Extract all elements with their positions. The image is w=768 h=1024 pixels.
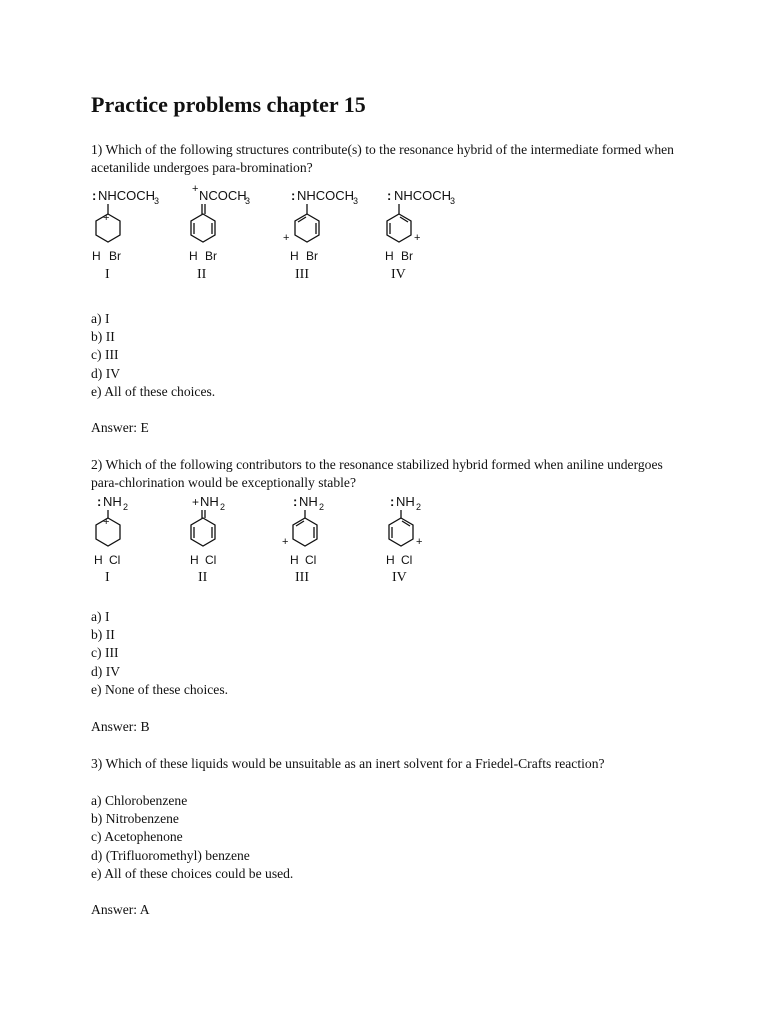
subscript: 2 <box>319 502 325 512</box>
choice-d: d) IV <box>91 663 121 679</box>
plus-charge: + <box>103 516 110 528</box>
q2-structure-iv <box>386 494 422 585</box>
lone-pair-symbol: : <box>92 188 97 203</box>
h-label: H <box>94 553 103 567</box>
question-2-answer: Answer: B <box>91 719 150 734</box>
h-label: H <box>385 249 394 263</box>
chlorine-label: Cl <box>205 553 217 567</box>
q2-structure-i <box>94 494 128 585</box>
h-label: H <box>290 553 299 567</box>
plus-charge: + <box>192 495 200 509</box>
h-label: H <box>189 249 198 263</box>
structure-label: I <box>105 267 110 282</box>
bromine-label: Br <box>109 249 121 263</box>
substituent-label: NHCOCH <box>394 188 452 203</box>
choice-d: d) (Trifluoromethyl) benzene <box>91 847 250 863</box>
question-3-text: 3) Which of these liquids would be unsuitable as an inert solvent for a Friedel-Crafts reaction? <box>91 756 605 771</box>
bromine-label: Br <box>205 249 217 263</box>
subscript: 3 <box>450 196 456 206</box>
subscript: 2 <box>220 502 226 512</box>
page-title: Practice problems chapter 15 <box>91 92 366 117</box>
plus-charge: + <box>192 183 199 195</box>
question-1-structures <box>85 180 485 290</box>
plus-charge: + <box>282 536 289 548</box>
chlorine-label: Cl <box>109 553 121 567</box>
subscript: 2 <box>416 502 422 512</box>
question-2-structures <box>85 490 485 590</box>
chlorine-label: Cl <box>305 553 317 567</box>
lone-pair-symbol: : <box>390 494 395 509</box>
substituent-label: NH <box>103 494 122 509</box>
structure-label: IV <box>391 267 406 282</box>
bromine-label: Br <box>401 249 413 263</box>
lone-pair-symbol: : <box>291 188 296 203</box>
substituent-label: NH <box>396 494 415 509</box>
question-1-choices <box>91 310 215 401</box>
structure-label: IV <box>392 570 407 585</box>
question-2-choices <box>91 608 228 699</box>
choice-b: b) Nitrobenzene <box>91 811 179 827</box>
chlorine-label: Cl <box>401 553 413 567</box>
structure-label: III <box>295 570 309 585</box>
q1-structure-iv <box>385 188 455 282</box>
substituent-label: NH <box>200 494 219 509</box>
q2-structure-iii <box>282 494 324 585</box>
substituent-label: NCOCH <box>199 188 247 203</box>
q1-structure-ii <box>189 183 250 282</box>
structure-label: III <box>295 267 309 282</box>
bromine-label: Br <box>306 249 318 263</box>
choice-e: e) All of these choices could be used. <box>91 865 294 881</box>
substituent-label: NHCOCH <box>297 188 355 203</box>
h-label: H <box>92 249 101 263</box>
question-1-text: 1) Which of the following structures contribute(s) to the resonance hybrid of the intermediate formed when acetanilide undergoes para-bromination? <box>91 142 674 175</box>
plus-charge: + <box>283 232 290 244</box>
choice-b: b) II <box>91 627 115 643</box>
structure-label: II <box>198 570 208 585</box>
h-label: H <box>290 249 299 263</box>
choice-a: a) I <box>91 609 110 624</box>
h-label: H <box>386 553 395 567</box>
q1-structure-i <box>92 188 159 282</box>
subscript: 3 <box>353 196 359 206</box>
substituent-label: NHCOCH <box>98 188 156 203</box>
choice-e: e) None of these choices. <box>91 681 229 697</box>
subscript: 3 <box>245 196 251 206</box>
plus-charge: + <box>416 536 423 548</box>
choice-c: c) III <box>91 645 119 661</box>
question-1-answer: Answer: E <box>91 420 149 435</box>
question-3-answer: Answer: A <box>91 902 150 917</box>
choice-d: d) IV <box>91 365 121 381</box>
question-3-choices <box>91 792 293 883</box>
choice-c: c) III <box>91 347 119 363</box>
structure-label: II <box>197 267 207 282</box>
q1-structure-iii <box>283 188 358 282</box>
choice-a: a) I <box>91 311 110 326</box>
choice-e: e) All of these choices. <box>91 383 216 399</box>
choice-a: a) Chlorobenzene <box>91 793 188 808</box>
plus-charge: + <box>103 212 110 224</box>
lone-pair-symbol: : <box>97 494 102 509</box>
choice-c: c) Acetophenone <box>91 829 183 845</box>
plus-charge: + <box>414 232 421 244</box>
h-label: H <box>190 553 199 567</box>
subscript: 3 <box>154 196 160 206</box>
lone-pair-symbol: : <box>293 494 298 509</box>
question-2-text: 2) Which of the following contributors to the resonance stabilized hybrid formed when aniline undergoes para-chlorination would be exceptionally stable? <box>91 457 663 490</box>
q2-structure-ii <box>190 494 225 585</box>
structure-label: I <box>105 570 110 585</box>
lone-pair-symbol: : <box>387 188 392 203</box>
substituent-label: NH <box>299 494 318 509</box>
choice-b: b) II <box>91 329 115 345</box>
subscript: 2 <box>123 502 129 512</box>
